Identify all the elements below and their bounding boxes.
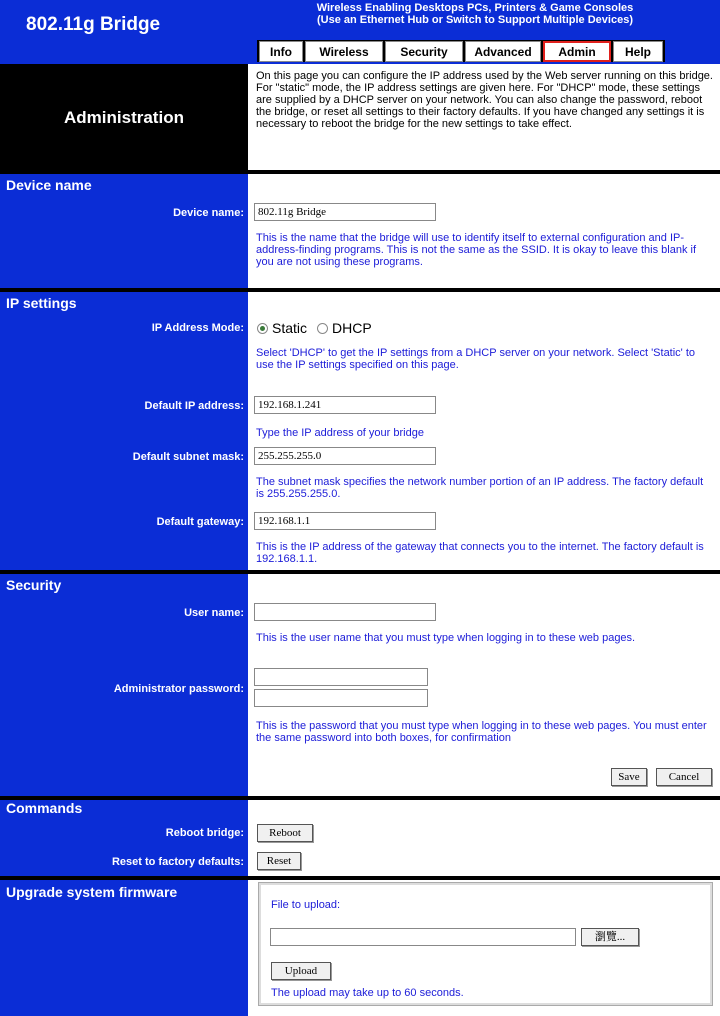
section-security-heading: Security (6, 577, 62, 593)
save-button[interactable]: Save (611, 768, 647, 786)
upload-note: The upload may take up to 60 seconds. (271, 987, 464, 999)
default-gateway-help: This is the IP address of the gateway that connects you to the internet. The factory default is 192.168.1.1. (256, 541, 704, 565)
device-name-help: This is the name that the bridge will use to identify itself to external configuration and IP-address-finding programs. This is not the same as the SSID. It is okay to leave this blank if you are not using these programs. (256, 232, 697, 268)
administration-banner (0, 64, 720, 170)
page-title: Administration (64, 108, 184, 127)
default-gateway-label: Default gateway: (156, 516, 244, 528)
administration-title-panel (0, 64, 248, 170)
subnet-mask-label: Default subnet mask: (132, 451, 244, 463)
admin-password-label: Administrator password: (113, 683, 244, 695)
default-gateway-input[interactable]: 192.168.1.1 (254, 512, 436, 530)
dhcp-radio[interactable] (317, 323, 328, 334)
reset-label: Reset to factory defaults: (111, 856, 244, 868)
tagline-line-1: Wireless Enabling Desktops PCs, Printers & Game Consoles (316, 2, 634, 14)
user-name-label: User name: (184, 607, 244, 619)
section-ip-settings-heading: IP settings (6, 295, 77, 311)
reboot-button[interactable]: Reboot (257, 824, 313, 842)
default-ip-label: Default IP address: (144, 400, 244, 412)
tab-info[interactable]: Info (259, 41, 303, 62)
reset-button[interactable]: Reset (257, 852, 301, 870)
admin-password-help: This is the password that you must type when logging in to these web pages. You must enter the same password into both boxes, for confirmation (256, 720, 707, 744)
tab-help[interactable]: Help (613, 41, 663, 62)
dhcp-radio-label: DHCP (332, 320, 372, 336)
upload-button[interactable]: Upload (271, 962, 331, 980)
page-header (0, 0, 720, 64)
file-path-input[interactable] (270, 928, 576, 946)
device-name-label: Device name: (173, 207, 244, 219)
tab-admin[interactable]: Admin (543, 41, 611, 62)
tab-advanced[interactable]: Advanced (465, 41, 541, 62)
section-commands-heading: Commands (6, 800, 83, 816)
tab-wireless[interactable]: Wireless (305, 41, 383, 62)
subnet-mask-help: The subnet mask specifies the network number portion of an IP address. The factory default is 255.255.255.0. (256, 476, 704, 500)
browse-button[interactable]: 瀏覽... (581, 928, 639, 946)
static-radio-label: Static (272, 320, 308, 336)
ip-mode-label: IP Address Mode: (151, 322, 244, 334)
section-firmware-heading: Upgrade system firmware (6, 884, 178, 900)
nav-tabs (257, 40, 665, 62)
upload-form (258, 882, 713, 1006)
tab-security[interactable]: Security (385, 41, 463, 62)
tagline-line-2: (Use an Ethernet Hub or Switch to Support Multiple Devices) (317, 14, 633, 26)
file-upload-label: File to upload: (271, 899, 341, 911)
subnet-mask-input[interactable]: 255.255.255.0 (254, 447, 436, 465)
default-ip-input[interactable]: 192.168.1.241 (254, 396, 436, 414)
product-name: 802.11g Bridge (26, 14, 161, 35)
ip-mode-radio-group (257, 320, 372, 336)
ip-mode-help: Select 'DHCP' to get the IP settings from a DHCP server on your network. Select 'Static' to use the IP settings specified on this page. (256, 347, 696, 371)
device-name-input[interactable]: 802.11g Bridge (254, 203, 436, 221)
administration-description: On this page you can configure the IP address used by the Web server running on this bridge. For "static" mode, the IP address settings are given here. For "DHCP" mode, these settings are supplied by a DHCP server on your network. You can also change the password, reboot the bridge, or reset all settings to their factory defaults. If you have changed any settings it is necessary to reboot the bridge for the new settings to take effect. (256, 70, 713, 130)
admin-password-confirm-input[interactable] (254, 689, 428, 707)
static-radio[interactable] (257, 323, 268, 334)
user-name-input[interactable] (254, 603, 436, 621)
firmware-left-panel (0, 880, 248, 1016)
user-name-help: This is the user name that you must type when logging in to these web pages. (256, 632, 636, 644)
tagline (240, 2, 710, 26)
default-ip-help: Type the IP address of your bridge (256, 427, 424, 439)
section-device-name-heading: Device name (6, 177, 92, 193)
admin-password-input[interactable] (254, 668, 428, 686)
cancel-button[interactable]: Cancel (656, 768, 712, 786)
reboot-label: Reboot bridge: (165, 827, 244, 839)
